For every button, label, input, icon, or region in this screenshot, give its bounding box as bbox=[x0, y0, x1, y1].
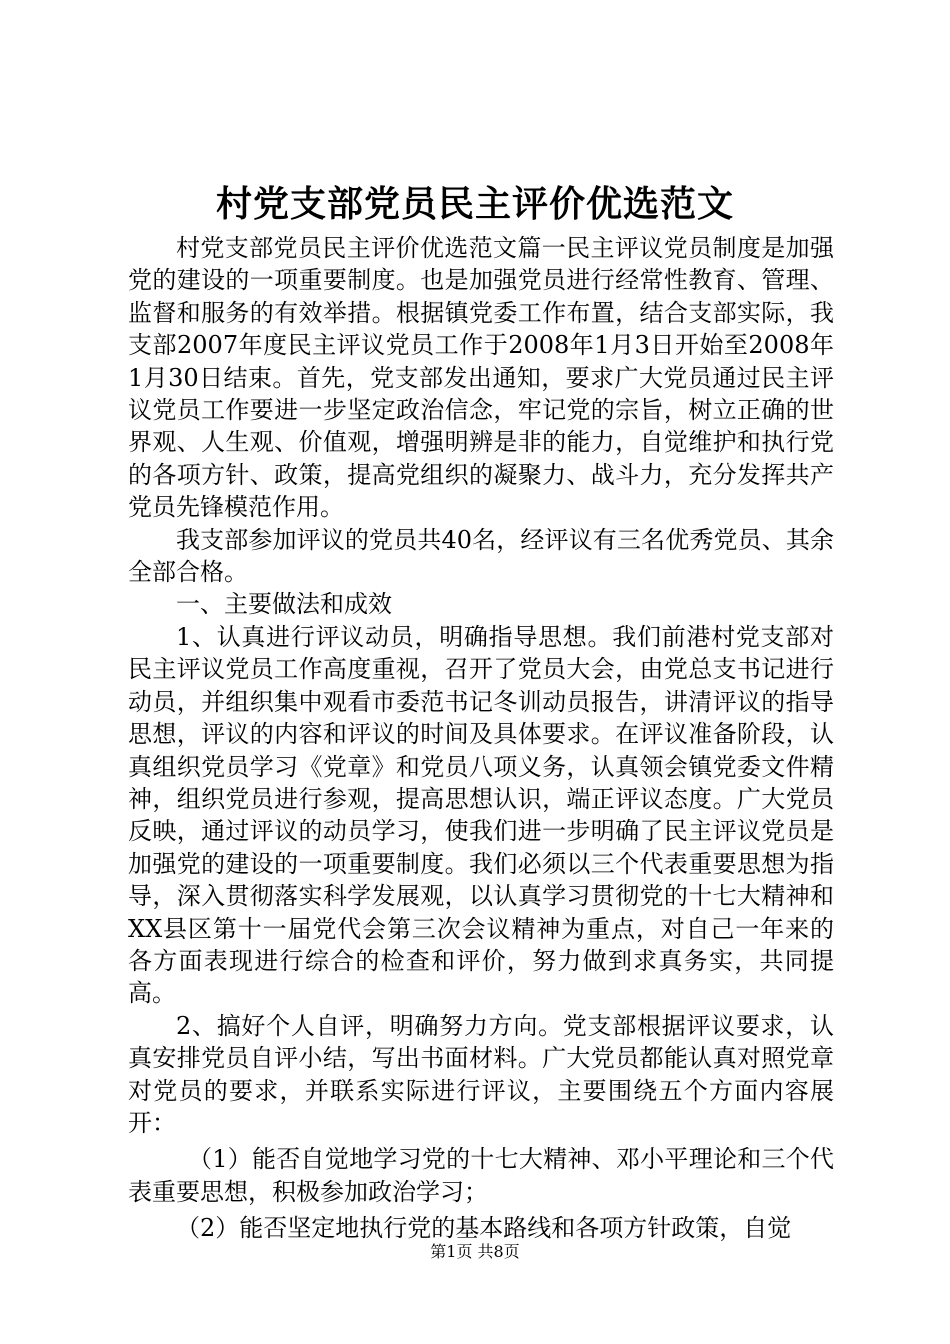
paragraph-intro: 村党支部党员民主评价优选范文篇一民主评议党员制度是加强党的建设的一项重要制度。也是加强党员进行经常性教育、管理、监督和服务的有效举措。根据镇党委工作布置，结合支部实际，我支部2007年度民主评议党员工作于2008年1月3日开始至2008年1月30日结束。首先，党支部发出通知，要求广大党员通过民主评议党员工作要进一步坚定政治信念，牢记党的宗旨，树立正确的世界观、人生观、价值观，增强明辨是非的能力，自觉维护和执行党的各项方针、政策，提高党组织的凝聚力、战斗力，充分发挥共产党员先锋模范作用。 bbox=[128, 234, 834, 522]
paragraph-point-1: 1、认真进行评议动员，明确指导思想。我们前港村党支部对民主评议党员工作高度重视，召开了党员大会，由党总支书记进行动员，并组织集中观看市委范书记冬训动员报告，讲清评议的指导思想，评议的内容和评议的时间及具体要求。在评议准备阶段，认真组织党员学习《党章》和党员八项义务，认真领会镇党委文件精神，组织党员进行参观，提高思想认识，端正评议态度。广大党员反映，通过评议的动员学习，使我们进一步明确了民主评议党员是加强党的建设的一项重要制度。我们必须以三个代表重要思想为指导，深入贯彻落实科学发展观，以认真学习贯彻党的十七大精神和XX县区第十一届党代会第三次会议精神为重点，对自己一年来的各方面表现进行综合的检查和评价，努力做到求真务实，共同提高。 bbox=[128, 622, 834, 1008]
paragraph-summary: 我支部参加评议的党员共40名，经评议有三名优秀党员、其余全部合格。 bbox=[128, 525, 834, 587]
section-heading: 一、主要做法和成效 bbox=[176, 590, 392, 619]
list-item-2: （2）能否坚定地执行党的基本路线和各项方针政策，自觉 bbox=[176, 1214, 792, 1243]
document-title: 村党支部党员民主评价优选范文 bbox=[215, 183, 734, 225]
paragraph-point-2: 2、搞好个人自评，明确努力方向。党支部根据评议要求，认真安排党员自评小结，写出书面材料。广大党员都能认真对照党章对党员的要求，并联系实际进行评议，主要围绕五个方面内容展开： bbox=[128, 1011, 834, 1137]
document-body bbox=[128, 232, 834, 1245]
list-item-1: （1）能否自觉地学习党的十七大精神、邓小平理论和三个代表重要思想，积极参加政治学习； bbox=[128, 1145, 834, 1206]
page-number: 第1页 共8页 bbox=[430, 1242, 520, 1261]
